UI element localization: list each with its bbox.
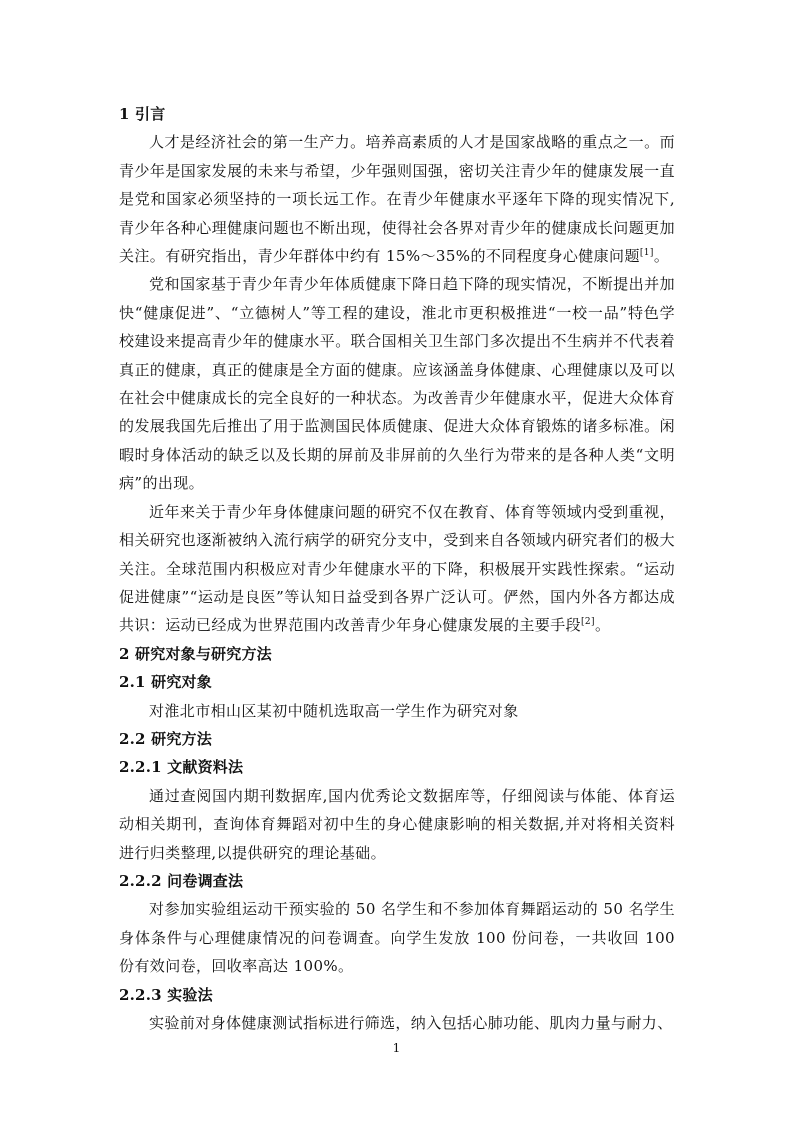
paragraph-intro-3 <box>119 498 675 640</box>
citation-ref-1: [1] <box>639 248 654 259</box>
paragraph-subjects: 对淮北市相山区某初中随机选取高一学生作为研究对象 <box>149 701 519 720</box>
paragraph-literature: 通过查阅国内期刊数据库,国内优秀论文数据库等，仔细阅读与体能、体育运动相关期刊，查询体育舞蹈对初中生的身心健康影响的相关数据,并对将相关资料进行归类整理,以提供研究的理论基础。 <box>119 786 675 862</box>
paragraph-questionnaire: 对参加实验组运动干预实验的 50 名学生和不参加体育舞蹈运动的 50 名学生身体条件与心理健康情况的问卷调查。向学生发放 100 份问卷，一共收回 100 份有效问卷，回收率高达 100%。 <box>119 900 675 976</box>
paragraph-text: 人才是经济社会的第一生产力。培养高素质的人才是国家战略的重点之一。而青少年是国家发展的未来与希望，少年强则国强，密切关注青少年的健康发展一直是党和国家必须坚持的一项长远工作。在青少年健康水平逐年下降的现实情况下, 青少年各种心理健康问题也不断出现，使得社会各界对青少年的健康成长问题更加关注。有研究指出，青少年群体中约有 15%～35%的不同程度身心健康问题 <box>119 133 675 266</box>
subsection-heading-methods: 2.2 研究方法 <box>119 729 212 748</box>
paragraph-tail: 。 <box>594 616 611 635</box>
page-body <box>119 100 675 1037</box>
paragraph-experiment: 实验前对身体健康测试指标进行筛选，纳入包括心肺功能、肌肉力量与耐力、 <box>149 1014 673 1032</box>
paragraph-tail: 。 <box>653 247 670 266</box>
subsection-heading-literature: 2.2.1 文献资料法 <box>119 758 244 777</box>
subsection-heading-questionnaire: 2.2.2 问卷调查法 <box>119 871 244 890</box>
paragraph-text: 近年来关于青少年身体健康问题的研究不仅在教育、体育等领域内受到重视，相关研究也逐渐被纳入流行病学的研究分支中，受到来自各领域内研究者们的极大关注。全球范围内积极应对青少年健康水平的下降，积极展开实践性探索。“运动促进健康”“运动是良医”等认知日益受到各界广泛认可。俨然，国内外各方都达成共识：运动已经成为世界范围内改善青少年身心健康发展的主要手段 <box>119 502 675 635</box>
section-heading-methods: 2 研究对象与研究方法 <box>119 644 272 663</box>
paragraph-intro-2: 党和国家基于青少年青少年体质健康下降日趋下降的现实情况，不断提出并加快“健康促进”、“立德树人”等工程的建设，淮北市更积极推进“一校一品”特色学校建设来提高青少年的健康水平。联合国相关卫生部门多次提出不生病并不代表着真正的健康，真正的健康是全方面的健康。应该涵盖身体健康、心理健康以及可以在社会中健康成长的完全良好的一种状态。为改善青少年健康水平，促进大众体育的发展我国先后推出了用于监测国民体质健康、促进大众体育锻炼的诸多标准。闲暇时身体活动的缺乏以及长期的屏前及非屏前的久坐行为带来的是各种人类“文明病”的出现。 <box>119 275 675 493</box>
subsection-heading-experiment: 2.2.3 实验法 <box>119 985 213 1004</box>
subsection-heading-subjects: 2.1 研究对象 <box>119 673 212 692</box>
citation-ref-2: [2] <box>581 617 595 628</box>
section-heading-introduction: 1 引言 <box>119 105 166 123</box>
page-number: 1 <box>392 1041 401 1055</box>
paragraph-intro-1 <box>119 128 675 270</box>
